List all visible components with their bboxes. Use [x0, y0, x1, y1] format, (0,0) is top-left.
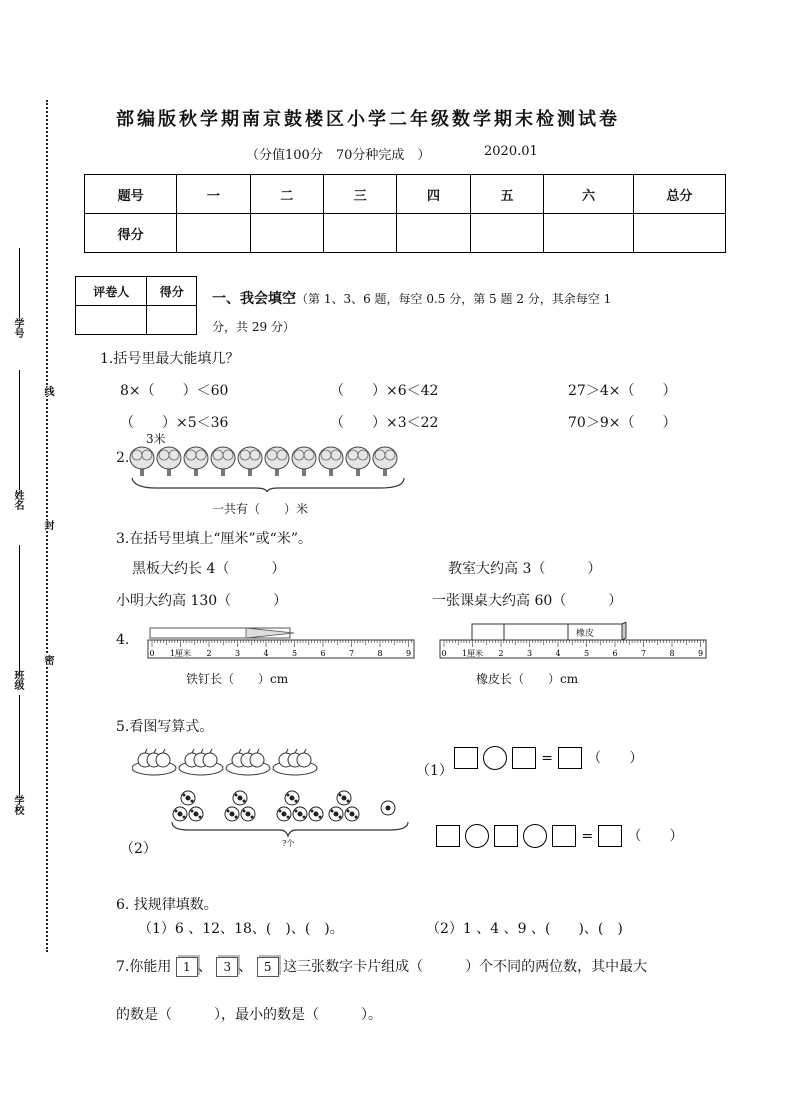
q2-number: 2. — [116, 450, 130, 466]
ruler-tick-label: 8 — [377, 649, 383, 658]
eraser-ruler-illustration — [438, 622, 708, 662]
grader-header: 评卷人 — [76, 277, 147, 306]
q6-title: 6. 找规律填数。 — [116, 897, 218, 913]
score-cell[interactable] — [544, 214, 634, 253]
q1-item: 8×（ ）＜60 — [120, 383, 229, 399]
class-label: 班级 — [12, 670, 23, 690]
q5-equation1 — [454, 746, 643, 770]
score-row-label: 得分 — [85, 214, 177, 253]
q3-item: 一张课桌大约高 60（ ） — [432, 593, 623, 609]
ruler-tick-label: 9 — [405, 649, 412, 658]
tree-icon — [211, 447, 235, 476]
soccer-ball-icon — [293, 807, 307, 821]
tree-brace — [132, 478, 404, 492]
ruler-tick-label: 3 — [526, 649, 533, 658]
section1-heading: 一、我会填空 — [212, 291, 296, 307]
ruler-tick-label: 9 — [697, 649, 704, 658]
answer-box[interactable] — [494, 825, 518, 847]
tree-icon — [346, 447, 370, 476]
balls-brace — [172, 822, 408, 836]
page-subtitle: （分值100分 70分种完成 ） — [246, 148, 431, 163]
q1-item: （ ）×3＜22 — [330, 415, 439, 431]
section1-note-cont: 分，共 29 分） — [212, 320, 295, 334]
tree-icon — [265, 447, 289, 476]
q6-part2: （2）1 、4 、9 、( )、( ) — [426, 921, 623, 937]
q3-item: 小明大约高 130（ ） — [116, 593, 288, 609]
tree-row-illustration — [126, 440, 408, 492]
q5-part2-label: （2） — [120, 841, 157, 857]
ruler-tick-label: 0 — [441, 649, 447, 658]
ruler-tick-label: 8 — [669, 649, 675, 658]
score-table — [84, 174, 726, 253]
ruler-tick-label: 1厘米 — [461, 649, 484, 658]
apple-plate-icon — [179, 749, 223, 775]
score-cell[interactable] — [470, 214, 543, 253]
unit-paren: （ ） — [627, 828, 684, 845]
school-blank — [19, 695, 20, 795]
soccer-ball-icon — [329, 807, 343, 821]
seal-seal-mark: 封 — [42, 520, 53, 530]
section1-note: （第 1、3、6 题，每空 0.5 分，第 5 题 2 分，其余每空 1 — [296, 292, 612, 306]
tree-icon — [319, 447, 343, 476]
soccer-ball-icon — [189, 807, 203, 821]
unit-paren: （ ） — [587, 750, 644, 767]
tree-icon — [184, 447, 208, 476]
ruler-tick-label: 0 — [149, 649, 155, 658]
score-header-cell: 题号 — [85, 175, 177, 214]
score-cell[interactable] — [633, 214, 725, 253]
q4-number: 4. — [116, 632, 130, 648]
ruler-tick-label: 2 — [498, 649, 504, 658]
equals-sign: = — [581, 828, 594, 845]
grader-table — [75, 276, 197, 335]
q5-title: 5.看图写算式。 — [116, 719, 214, 735]
grader-header: 得分 — [147, 277, 197, 306]
ruler-tick-label: 5 — [583, 649, 590, 658]
name-blank — [19, 370, 20, 490]
q1-item: （ ）×5＜36 — [120, 415, 229, 431]
score-header-cell: 总分 — [633, 175, 725, 214]
soccer-ball-icon — [173, 807, 187, 821]
score-header-cell: 四 — [397, 175, 470, 214]
tree-icon — [130, 447, 154, 476]
ruler-tick-label: 2 — [206, 649, 212, 658]
q7-prefix: 7.你能用 — [116, 959, 172, 975]
q7-sep: 、 — [197, 959, 212, 975]
operator-circle[interactable] — [523, 824, 547, 848]
ruler-tick-label: 1厘米 — [169, 649, 192, 658]
eraser-caption: 橡皮长（ ）cm — [476, 672, 579, 686]
score-cell[interactable] — [323, 214, 396, 253]
score-header-cell: 五 — [470, 175, 543, 214]
q7-sep: 、 — [238, 959, 253, 975]
answer-box[interactable] — [598, 825, 622, 847]
operator-circle[interactable] — [465, 824, 489, 848]
eraser-label: 橡皮 — [576, 629, 595, 639]
ruler-tick-label: 3 — [234, 649, 241, 658]
tree-icon — [292, 447, 316, 476]
soccer-ball-icon — [225, 807, 239, 821]
exam-date: 2020.01 — [484, 144, 538, 159]
tree-icon — [157, 447, 181, 476]
soccer-ball-icon — [337, 791, 351, 805]
ruler-tick-label: 5 — [291, 649, 298, 658]
apple-plate-icon — [273, 749, 317, 775]
soccer-ball-icon — [381, 801, 395, 815]
score-header-cell: 一 — [177, 175, 250, 214]
score-header-cell: 六 — [544, 175, 634, 214]
equals-sign: = — [541, 750, 554, 767]
q7-suffix: 这三张数字卡片组成（ ）个不同的两位数，其中最大 — [283, 959, 648, 975]
score-header-cell: 二 — [250, 175, 323, 214]
nail-ruler-illustration — [146, 622, 416, 662]
seal-close-mark: 密 — [42, 655, 53, 665]
q7-line1 — [116, 956, 647, 977]
eraser-body — [472, 624, 622, 640]
soccer-ball-icon — [285, 791, 299, 805]
balls-unknown-label: ?个 — [282, 839, 295, 848]
grader-cell[interactable] — [76, 306, 147, 335]
ruler-tick-label: 6 — [612, 649, 618, 658]
number-card: 5 — [257, 957, 279, 977]
ruler-tick-label: 6 — [320, 649, 326, 658]
answer-box[interactable] — [454, 747, 478, 769]
q5-equation2 — [436, 824, 683, 848]
q3-title: 3.在括号里填上“厘米”或“米”。 — [116, 531, 312, 547]
answer-box[interactable] — [558, 747, 582, 769]
tree-icon — [373, 447, 397, 476]
q3-item: 教室大约高 3（ ） — [448, 561, 602, 577]
soccer-ball-icon — [345, 807, 359, 821]
q1-item: 27＞4×（ ） — [568, 383, 677, 399]
ruler-tick-label: 4 — [263, 649, 269, 658]
page-title: 部编版秋学期南京鼓楼区小学二年级数学期末检测试卷 — [116, 109, 620, 130]
apple-plates-illustration — [132, 738, 318, 778]
student-id-label: 学号 — [12, 318, 23, 338]
class-blank — [19, 545, 20, 675]
ruler-tick-label: 4 — [555, 649, 561, 658]
operator-circle[interactable] — [483, 746, 507, 770]
soccer-ball-icon — [309, 807, 323, 821]
number-card: 1 — [176, 957, 198, 977]
student-id-blank — [19, 248, 20, 318]
q2-distance-label: 3米 — [146, 432, 166, 446]
section1-heading-line — [212, 288, 611, 308]
nail-caption: 铁钉长（ ）cm — [186, 672, 289, 686]
grader-cell[interactable] — [147, 306, 197, 335]
q2-caption: 一共有（ ）米 — [212, 502, 309, 516]
score-cell[interactable] — [397, 214, 470, 253]
q1-item: （ ）×6＜42 — [330, 383, 439, 399]
q5-part1-label: （1） — [416, 763, 453, 779]
apple-plate-icon — [226, 749, 270, 775]
seal-line-mark: 线 — [42, 386, 53, 396]
q1-title: 1.括号里最大能填几？ — [100, 351, 240, 367]
eraser-side — [622, 622, 626, 640]
answer-box[interactable] — [436, 825, 460, 847]
apple-plate-icon — [132, 749, 176, 775]
soccer-ball-icon — [277, 807, 291, 821]
score-header-cell: 三 — [323, 175, 396, 214]
school-label: 学校 — [12, 795, 23, 815]
soccer-ball-icon — [181, 791, 195, 805]
name-label: 姓名 — [12, 490, 23, 510]
answer-box[interactable] — [552, 825, 576, 847]
soccer-ball-icon — [241, 807, 255, 821]
ruler-tick-label: 7 — [348, 649, 355, 658]
ruler-tick-label: 7 — [640, 649, 647, 658]
tree-icon — [238, 447, 262, 476]
score-cell[interactable] — [177, 214, 250, 253]
number-card: 3 — [216, 957, 238, 977]
soccer-ball-icon — [233, 791, 247, 805]
answer-box[interactable] — [512, 747, 536, 769]
q3-item: 黑板大约长 4（ ） — [132, 561, 286, 577]
score-cell[interactable] — [250, 214, 323, 253]
q6-part1: （1）6 、12、18、( )、( )。 — [138, 921, 344, 937]
q7-line2: 的数是（ ），最小的数是（ ）。 — [116, 1007, 382, 1023]
q1-item: 70＞9×（ ） — [568, 415, 677, 431]
nail-tip — [246, 628, 294, 638]
